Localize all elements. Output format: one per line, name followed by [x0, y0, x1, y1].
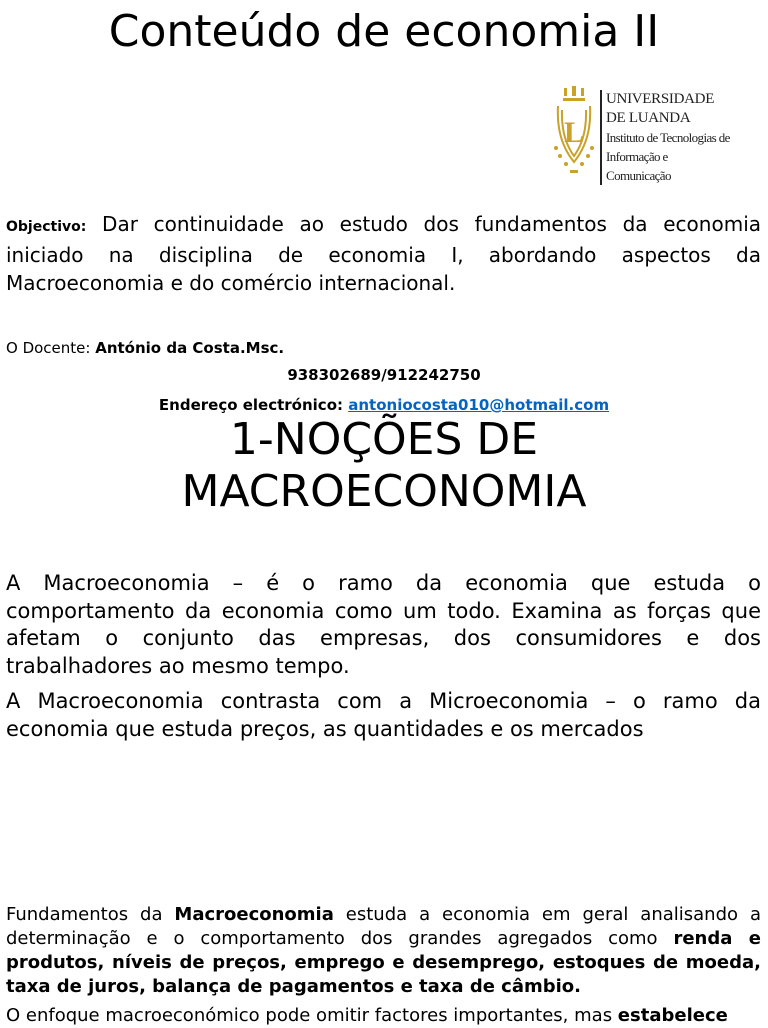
paragraph-contrast: A Macroeconomia contrasta com a Microeconomia – o ramo da economia que estuda preços, as quantidades e os mercados	[6, 689, 761, 741]
objective-paragraph	[6, 210, 761, 297]
logo-line: DE LUANDA	[606, 110, 691, 126]
university-logo	[552, 84, 732, 183]
bold-run: renda e produtos, níveis de preços, emprego e desemprego, estoques de moeda, taxa de juros, balança de pagamentos e taxa de câmbio.	[6, 928, 762, 997]
page-title: Conteúdo de economia II	[108, 6, 660, 57]
paragraph-fundamentos	[6, 903, 761, 999]
logo-line: Informação e Comunicação	[606, 149, 671, 183]
objective-label: Objectivo:	[6, 219, 87, 235]
email-link[interactable]: antoniocosta010@hotmail.com	[348, 396, 610, 414]
section-title-line2: MACROECONOMIA	[181, 466, 587, 517]
paragraph-macroeconomia: A Macroeconomia – é o ramo da economia que estuda o comportamento da economia como um todo. Examina as forças que afetam o conjunto das empresas, dos consumidores e dos trabalhadores ao mesmo tempo.	[6, 571, 761, 678]
section-title-line1: 1-NOÇÕES DE	[229, 414, 539, 465]
logo-text	[600, 90, 732, 185]
university-crest-icon	[552, 84, 596, 180]
text-run: estuda a economia em geral analisando a determinação e o comportamento dos grandes agregados como	[6, 904, 761, 949]
section-title	[0, 412, 768, 522]
docente-label: O Docente:	[6, 339, 96, 357]
email-label: Endereço electrónico:	[158, 396, 349, 414]
svg-text:L: L	[563, 116, 585, 149]
logo-line: Instituto de Tecnologias de	[606, 130, 730, 145]
docente-line	[6, 338, 284, 358]
logo-line: UNIVERSIDADE	[606, 91, 715, 107]
docente-name: António da Costa.Msc.	[95, 339, 285, 357]
bold-run: estabelece	[617, 1005, 728, 1026]
bold-run: Macroeconomia	[174, 904, 334, 925]
text-run: Fundamentos da	[6, 904, 175, 925]
text-run: O enfoque macroeconómico pode omitir factores importantes, mas	[6, 1005, 618, 1026]
paragraph-enfoque	[6, 1004, 761, 1028]
objective-text: Dar continuidade ao estudo dos fundamentos da economia iniciado na disciplina de economia I, abordando aspectos da Macroeconomia e do comércio internacional.	[6, 212, 761, 295]
phone-number: 938302689/912242750	[287, 366, 481, 384]
